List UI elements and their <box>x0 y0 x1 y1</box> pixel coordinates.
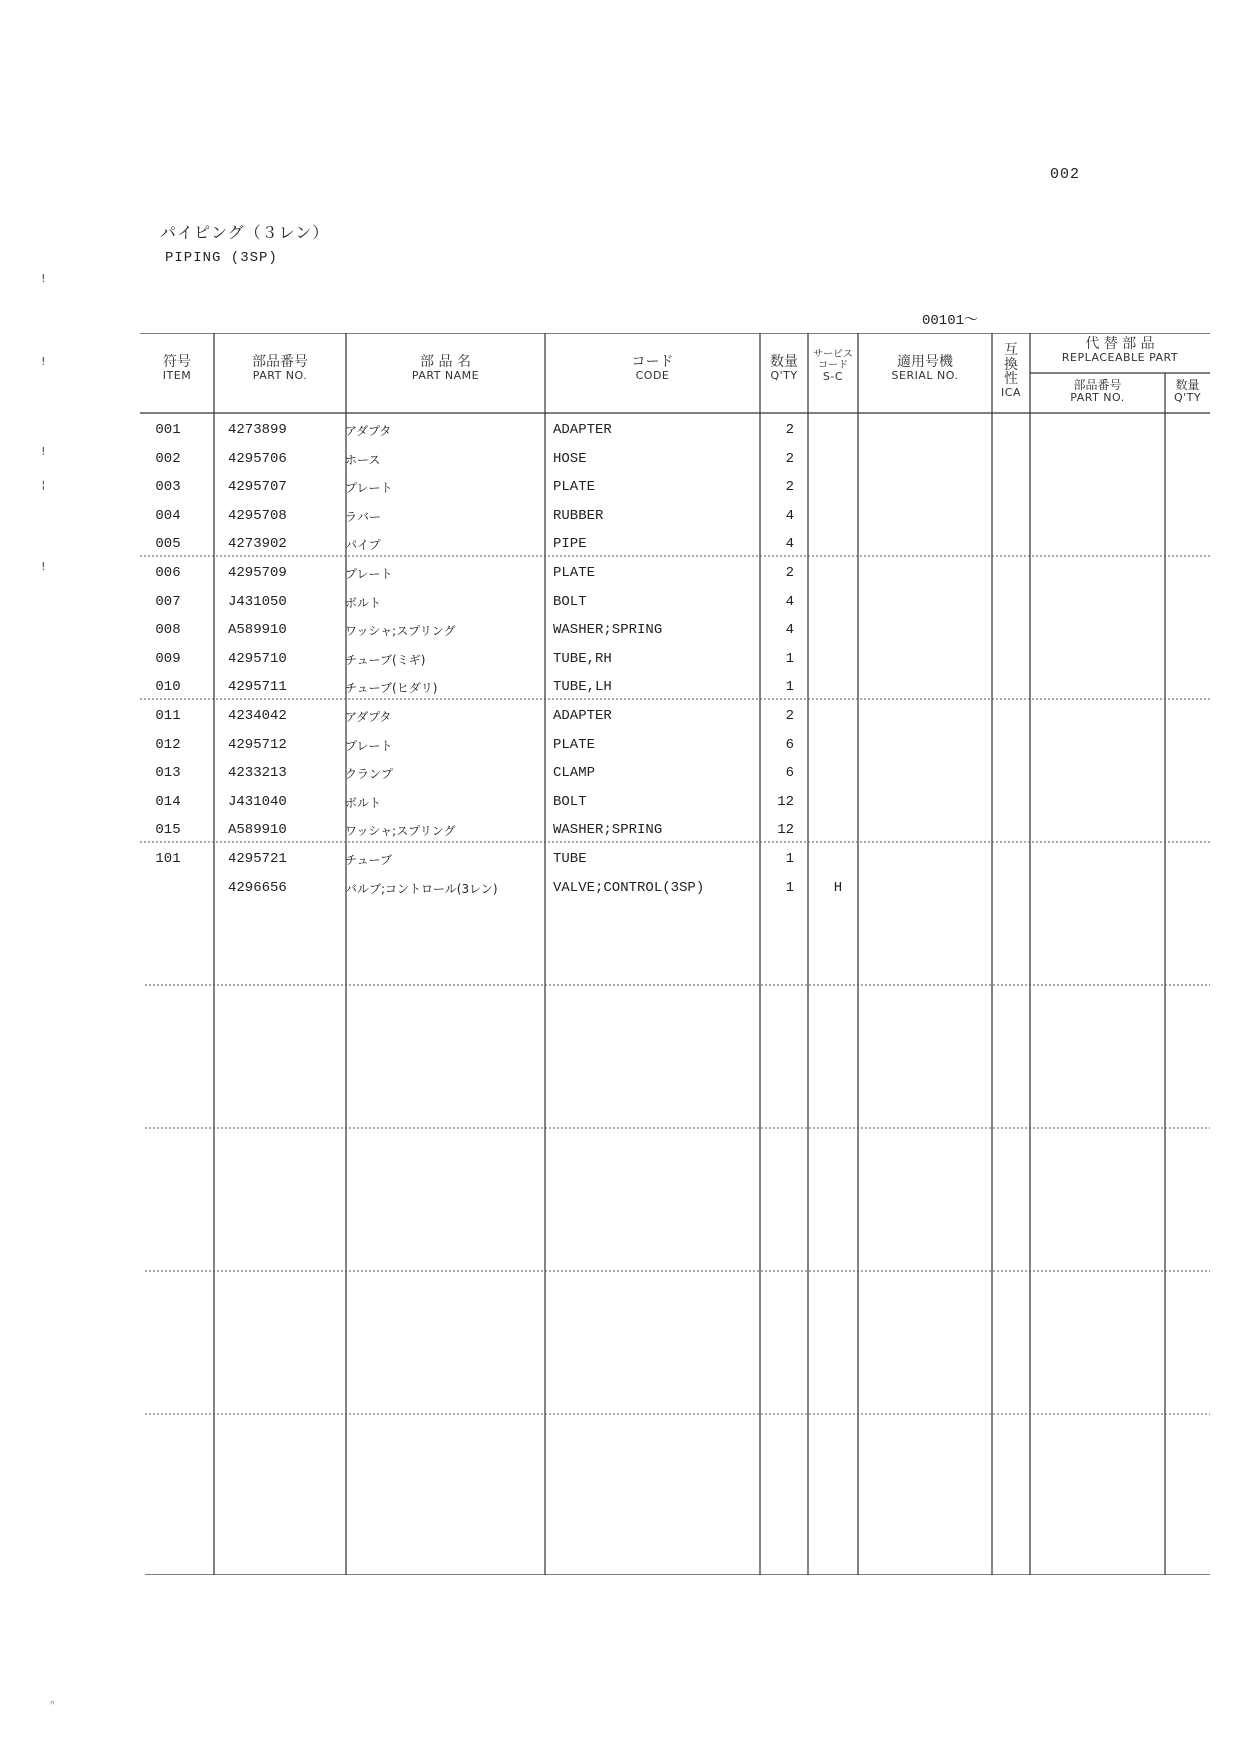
header-serial-no-en: SERIAL NO. <box>891 368 959 382</box>
part-number: 4295710 <box>228 650 287 667</box>
table-row <box>140 560 1210 588</box>
quantity: 12 <box>777 793 794 810</box>
part-name: チューブ <box>345 853 393 867</box>
table-row <box>140 875 1210 903</box>
header-item <box>140 355 214 381</box>
quantity: 6 <box>785 736 794 753</box>
page-number: 002 <box>1050 166 1081 183</box>
header-qty-en: Q'TY <box>770 368 798 382</box>
item-number: 003 <box>155 479 181 496</box>
header-replaceable-part <box>1030 337 1210 363</box>
part-code: TUBE,RH <box>553 650 612 667</box>
header-part-no-en: PART NO. <box>252 368 308 382</box>
item-number: 011 <box>155 708 181 724</box>
section-title-japanese: パイピング（３レン） <box>160 223 330 242</box>
part-name: チューブ(ヒダリ) <box>345 681 438 696</box>
part-number: 4295709 <box>228 565 287 581</box>
item-number: 101 <box>155 851 181 867</box>
header-code-en: CODE <box>635 368 670 382</box>
quantity: 4 <box>785 622 794 639</box>
table-row <box>140 531 1210 559</box>
item-number: 005 <box>155 536 181 553</box>
header-part-no-jp: 部品番号 <box>252 354 308 370</box>
part-code: VALVE;CONTROL(3SP) <box>553 879 705 896</box>
part-name: アダプタ <box>345 710 392 724</box>
part-number: 4295721 <box>228 851 287 867</box>
item-number: 008 <box>155 622 181 639</box>
part-code: PLATE <box>553 736 596 753</box>
part-number: A589910 <box>228 622 287 639</box>
quantity: 4 <box>785 536 794 553</box>
part-code: TUBE <box>553 851 587 867</box>
part-code: ADAPTER <box>553 708 612 724</box>
parts-table <box>140 333 1210 1575</box>
quantity: 2 <box>785 708 794 724</box>
part-code: PLATE <box>553 479 596 496</box>
part-number: 4295711 <box>228 679 287 696</box>
part-code: WASHER;SPRING <box>553 622 663 639</box>
binding-hole-mark: ¦ <box>40 478 47 491</box>
header-part-name <box>346 355 545 381</box>
binding-hole-mark: ! <box>40 272 47 285</box>
table-row <box>140 617 1210 645</box>
item-number: 007 <box>155 593 181 610</box>
quantity: 4 <box>785 507 794 524</box>
part-number: 4273902 <box>228 536 287 553</box>
part-name: プレート <box>345 567 393 581</box>
table-row <box>140 503 1210 531</box>
serial-range: 00101～ <box>922 313 979 329</box>
table-row <box>140 446 1210 474</box>
part-number: A589910 <box>228 822 287 839</box>
part-name: ボルト <box>345 595 382 610</box>
header-serial-no <box>858 355 992 381</box>
header-ica-jp: 互換性 <box>1004 342 1018 388</box>
part-name: アダプタ <box>345 424 392 438</box>
part-name: ワッシャ;スプリング <box>345 624 456 639</box>
part-number: 4295707 <box>228 479 287 496</box>
part-name: プレート <box>345 738 393 753</box>
part-name: バルブ;コントロール(3レン) <box>345 881 498 896</box>
header-item-en: ITEM <box>162 368 192 382</box>
part-number: 4295706 <box>228 450 287 467</box>
quantity: 1 <box>785 851 794 867</box>
header-ica <box>992 343 1030 399</box>
part-number: 4296656 <box>228 879 287 896</box>
part-name: パイプ <box>345 538 381 553</box>
part-code: CLAMP <box>553 765 596 782</box>
table-row <box>140 703 1210 731</box>
part-code: HOSE <box>553 450 587 467</box>
item-number: 004 <box>155 507 181 524</box>
part-code: PLATE <box>553 565 596 581</box>
header-part-name-en: PART NAME <box>411 368 480 382</box>
quantity: 2 <box>785 422 794 438</box>
section-title-english: PIPING (3SP) <box>165 250 278 266</box>
table-row <box>140 417 1210 445</box>
header-replaceable-part-no <box>1030 379 1165 403</box>
item-number: 001 <box>155 422 181 438</box>
part-name: チューブ(ミギ) <box>345 652 426 667</box>
part-number: 4234042 <box>228 708 287 724</box>
binding-hole-mark: ! <box>40 560 47 573</box>
header-service-code <box>810 349 856 383</box>
item-number: 015 <box>155 822 181 839</box>
quantity: 2 <box>785 565 794 581</box>
quantity: 2 <box>785 479 794 496</box>
header-item-jp: 符号 <box>163 354 191 370</box>
quantity: 12 <box>777 822 794 839</box>
part-name: ラバー <box>345 509 382 524</box>
item-number: 014 <box>155 793 181 810</box>
part-number: J431040 <box>228 793 287 810</box>
table-row <box>140 789 1210 817</box>
header-ica-en: ICA <box>1001 386 1021 400</box>
header-repl-part-no-en: PART NO. <box>1070 390 1125 404</box>
part-name: ホース <box>345 452 381 467</box>
table-row <box>140 646 1210 674</box>
part-name: プレート <box>345 481 393 496</box>
item-number: 012 <box>155 736 181 753</box>
table-row <box>140 846 1210 874</box>
scan-corner-mark: ᐢ <box>50 1698 55 1712</box>
header-replaceable-qty <box>1165 379 1210 403</box>
part-number: J431050 <box>228 593 287 610</box>
header-repl-qty-en: Q'TY <box>1173 390 1202 404</box>
quantity: 1 <box>785 879 794 896</box>
table-row <box>140 732 1210 760</box>
part-number: 4273899 <box>228 422 287 438</box>
table-row <box>140 817 1210 845</box>
item-number: 010 <box>155 679 181 696</box>
header-part-no <box>214 355 346 381</box>
part-code: TUBE,LH <box>553 679 612 696</box>
quantity: 1 <box>785 679 794 696</box>
quantity: 1 <box>785 650 794 667</box>
header-service-code-jp: サービスコード <box>813 349 853 371</box>
part-code: BOLT <box>553 793 587 810</box>
part-number: 4295708 <box>228 507 287 524</box>
part-code: BOLT <box>553 593 587 610</box>
header-serial-no-jp: 適用号機 <box>897 354 953 370</box>
service-code: H <box>833 879 843 896</box>
header-replaceable-en: REPLACEABLE PART <box>1061 350 1179 364</box>
part-code: RUBBER <box>553 507 604 524</box>
header-part-name-jp: 部 品 名 <box>420 354 471 370</box>
header-code <box>545 355 760 381</box>
item-number: 009 <box>155 650 181 667</box>
part-number: 4233213 <box>228 765 287 782</box>
quantity: 4 <box>785 593 794 610</box>
quantity: 6 <box>785 765 794 782</box>
header-qty-jp: 数量 <box>770 354 798 370</box>
part-number: 4295712 <box>228 736 287 753</box>
table-row <box>140 760 1210 788</box>
part-name: ボルト <box>345 795 382 810</box>
header-code-jp: コード <box>631 354 674 370</box>
item-number: 013 <box>155 765 181 782</box>
part-code: WASHER;SPRING <box>553 822 663 839</box>
header-repl-qty-jp: 数量 <box>1175 378 1200 392</box>
table-row <box>140 474 1210 502</box>
part-name: ワッシャ;スプリング <box>345 824 456 839</box>
part-code: ADAPTER <box>553 422 612 438</box>
table-row <box>140 674 1210 702</box>
header-replaceable-jp: 代 替 部 品 <box>1085 336 1155 352</box>
quantity: 2 <box>785 450 794 467</box>
binding-hole-mark: ! <box>40 445 47 458</box>
binding-hole-mark: ! <box>40 355 47 368</box>
item-number: 002 <box>155 450 181 467</box>
header-qty <box>760 355 808 381</box>
header-service-code-en: S-C <box>822 370 844 383</box>
part-code: PIPE <box>553 536 587 553</box>
table-row <box>140 589 1210 617</box>
header-repl-part-no-jp: 部品番号 <box>1073 378 1122 392</box>
part-name: クランプ <box>345 767 394 782</box>
item-number: 006 <box>155 565 181 581</box>
